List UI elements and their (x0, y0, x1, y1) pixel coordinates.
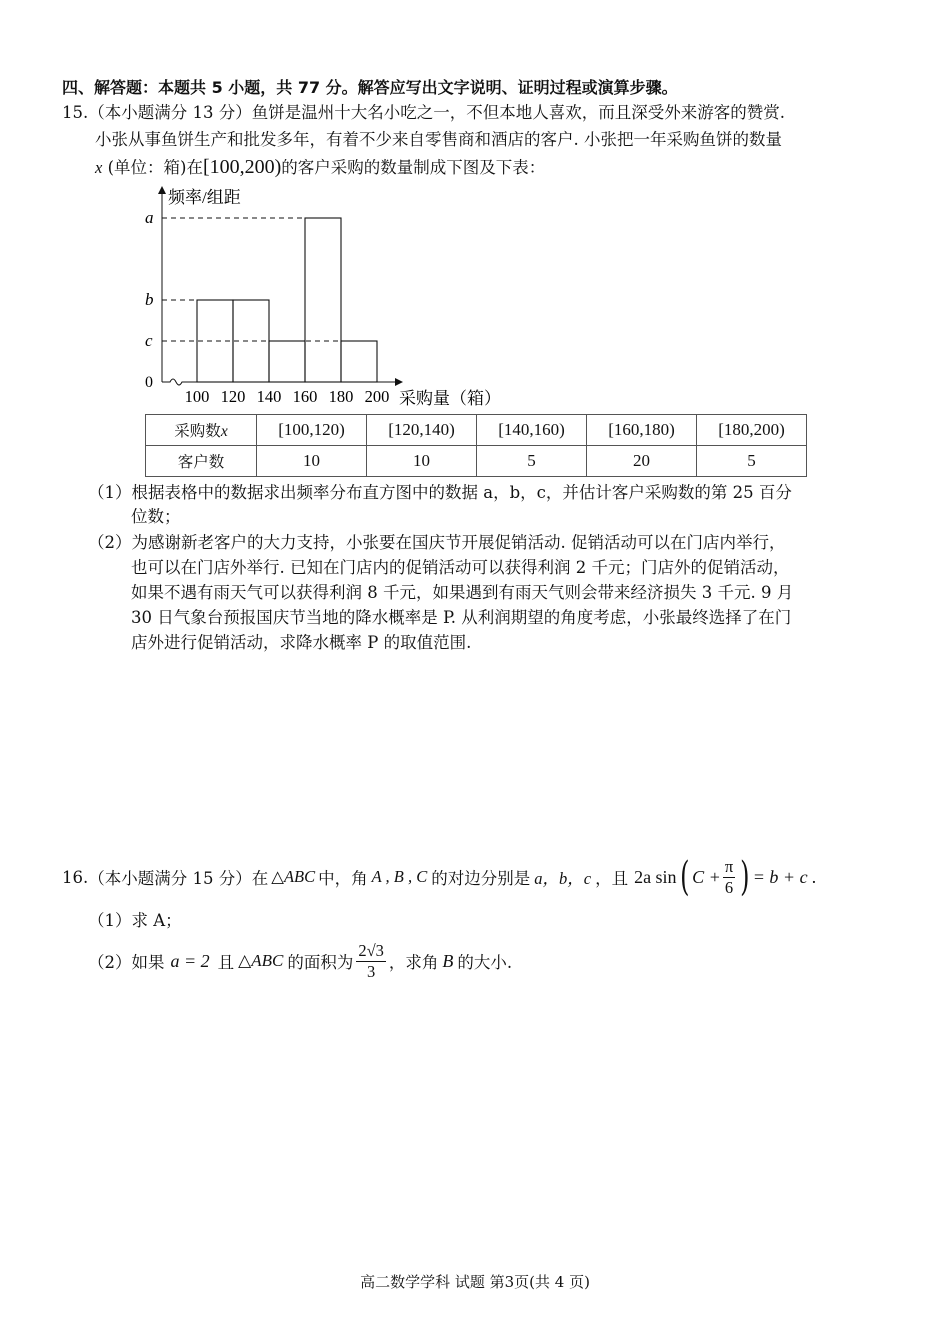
page-footer: 高二数学学科 试题 第3页(共 4 页) (360, 1273, 590, 1291)
q16-pi-fraction (723, 857, 735, 898)
x-tick-160: 160 (292, 387, 318, 406)
q16-text4: ，且 (595, 869, 629, 888)
header-label-text: 采购数 (174, 422, 221, 440)
q16-angles: A , B , C (371, 867, 428, 886)
q16-text1: 在 (251, 869, 269, 888)
q16-sub2-e: 的大小. (457, 953, 513, 972)
q16-sub1 (88, 909, 182, 933)
q16-paren-right: ) (740, 854, 750, 900)
table-header-label (146, 415, 257, 446)
q16-sub2-B: B (442, 950, 454, 971)
y-tick-b: b (145, 290, 154, 309)
q16-area-den: 3 (367, 961, 376, 981)
q16-sub1-label: （1） (88, 911, 132, 930)
q16-area-fraction (356, 941, 386, 982)
q16-area-num: 2√3 (358, 940, 384, 960)
section-title: 四、解答题：本题共 5 小题，共 77 分。解答应写出文字说明、证明过程或演算步骤。 (62, 78, 678, 97)
header-var: x (220, 423, 228, 440)
q15-sub2-line3: 如果不遇有雨天气可以获得利润 8 千元，如果遇到有雨天气则会带来经济损失 3 千元. 9 月 (131, 583, 794, 602)
y-axis-label: 频率/组距 (168, 188, 241, 207)
q15-sub1-label: （1） (88, 483, 132, 502)
q15-text-line1: 鱼饼是温州十大名小吃之一，不但本地人喜欢，而且深受外来游客的赞赏. (251, 103, 785, 122)
q15-sub1-line1 (88, 481, 792, 505)
table-count-1: 10 (367, 446, 477, 477)
q15-sub2-text1: 为感谢新老客户的大力支持，小张要在国庆节开展促销活动. 促销活动可以在门店内举行， (131, 533, 786, 552)
table-col-2: [140,160) (477, 415, 587, 446)
bar-180-200 (341, 341, 377, 382)
table-count-3: 20 (587, 446, 697, 477)
q15-var-x: x (95, 158, 103, 177)
q15-line2: 小张从事鱼饼生产和批发多年，有着不少来自零售商和酒店的客户. 小张把一年采购鱼饼的数量 (95, 130, 782, 149)
y-tick-0: 0 (145, 374, 153, 391)
q15-line3a: (单位：箱)在 (107, 158, 203, 177)
table-col-4: [180,200) (697, 415, 807, 446)
q16-triangle: △ABC (271, 867, 316, 886)
q16-sub2-c: 的面积为 (287, 953, 354, 972)
bar-140-160 (269, 341, 305, 382)
x-tick-140: 140 (256, 387, 282, 406)
q16-line1 (62, 852, 817, 902)
histogram-chart (130, 182, 530, 412)
table-count-0: 10 (257, 446, 367, 477)
table-col-3: [160,180) (587, 415, 697, 446)
q15-line3 (95, 155, 545, 180)
q15-interval: [100,200) (202, 156, 282, 178)
q16-sub2-a: 如果 (131, 953, 165, 972)
q16-six: 6 (724, 877, 734, 897)
q15-sub2-line5: 店外进行促销活动，求降水概率 P 的取值范围. (131, 633, 472, 652)
table-data-row (146, 446, 807, 477)
q16-eq-right: = b + c . (752, 866, 817, 887)
table-col-0: [100,120) (257, 415, 367, 446)
x-tick-100: 100 (184, 387, 210, 406)
q16-paren-left: ( (679, 854, 690, 900)
q16-sub2 (88, 937, 512, 985)
q16-sub2-b: 且 (217, 953, 235, 972)
q16-eq-left: 2a sin (634, 866, 677, 887)
q16-text2: 中，角 (318, 869, 368, 888)
q15-sub2-line2: 也可以在门店外举行. 已知在门店内的促销活动可以获得利润 2 千元；门店外的促销活动， (131, 558, 790, 577)
q16-sub2-label: （2） (88, 953, 132, 972)
q16-sub2-cond: a = 2 (170, 950, 210, 971)
q15-sub2-line1 (88, 531, 786, 555)
q15-sub2-label: （2） (88, 533, 132, 552)
q16-eq-C: C + (692, 866, 721, 887)
y-tick-c: c (145, 331, 153, 350)
x-tick-200: 200 (364, 387, 390, 406)
bar-160-180 (305, 218, 341, 382)
x-tick-120: 120 (220, 387, 246, 406)
q16-score: （本小题满分 15 分） (88, 869, 252, 888)
table-col-1: [120,140) (367, 415, 477, 446)
q16-pi: π (724, 856, 734, 876)
q16-sub2-triangle: △ABC (238, 951, 284, 970)
q16-number: 16. (62, 867, 89, 887)
x-axis-label: 采购量（箱） (399, 389, 501, 408)
q15-score: （本小题满分 13 分） (88, 103, 252, 122)
q16-sub1-text: 求 A； (131, 911, 182, 930)
q15-sub2-line4: 30 日气象台预报国庆节当地的降水概率是 P. 从利润期望的角度考虑，小张最终选择了在门 (131, 608, 792, 627)
table-count-2: 5 (477, 446, 587, 477)
data-table (145, 414, 807, 477)
q15-line1 (62, 101, 785, 125)
table-row-label: 客户数 (146, 446, 257, 477)
q15-number: 15. (62, 103, 89, 122)
q15-sub1-text: 根据表格中的数据求出频率分布直方图中的数据 a，b，c，并估计客户采购数的第 25 百分 (131, 483, 792, 502)
q16-text3: 的对边分别是 (431, 869, 531, 888)
table-header-row (146, 415, 807, 446)
y-tick-a: a (145, 208, 154, 227)
q16-sub2-d: ，求角 (388, 953, 439, 972)
x-tick-180: 180 (328, 387, 354, 406)
table-count-4: 5 (697, 446, 807, 477)
q15-line3b: 的客户采购的数量制成下图及下表： (281, 158, 546, 177)
q16-sides: a，b，c (534, 869, 592, 888)
q15-sub1-line2: 位数； (131, 507, 181, 526)
